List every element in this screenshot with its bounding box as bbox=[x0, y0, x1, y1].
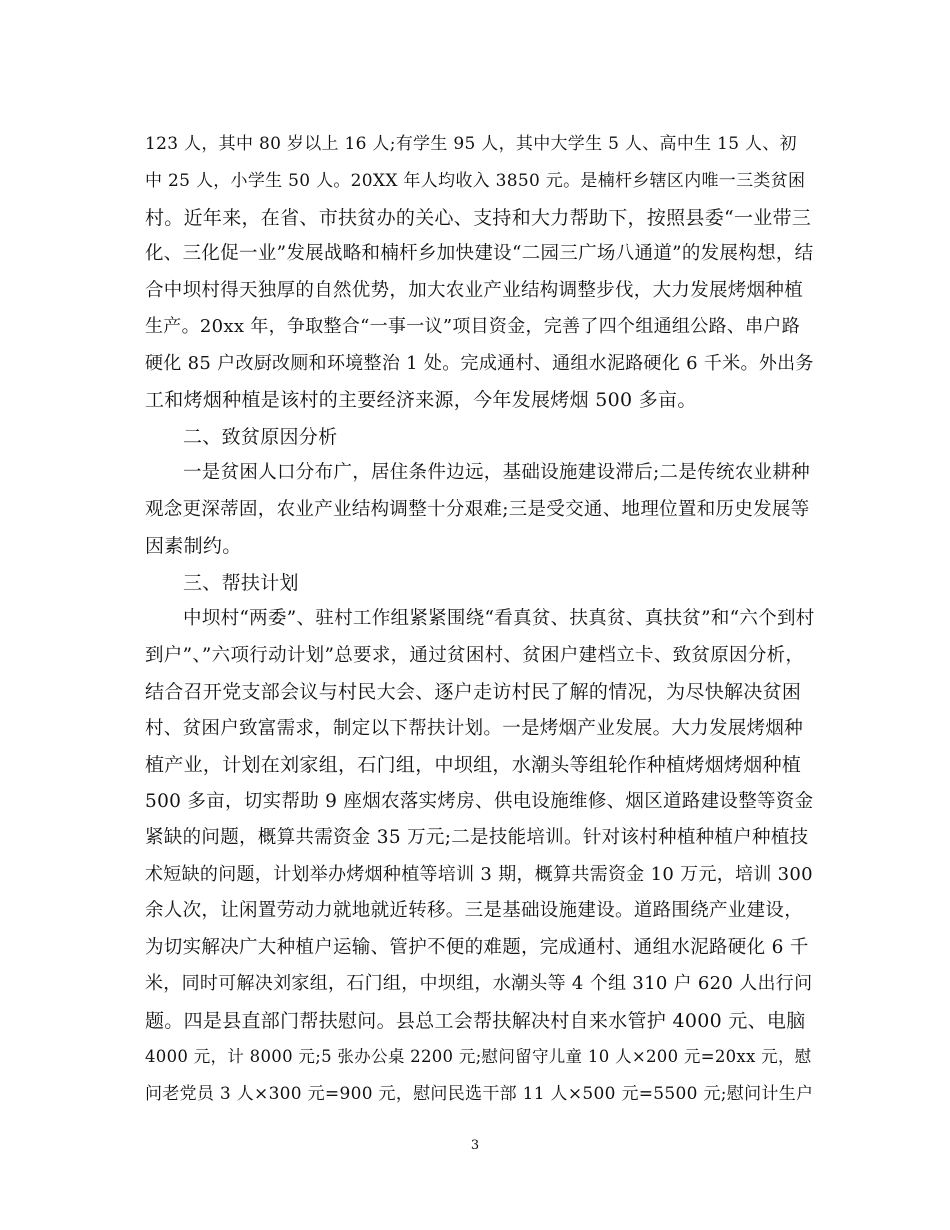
text-line: 问老党员 3 人×300 元=900 元，慰问民选干部 11 人×500 元=5500 元;慰问计生户 bbox=[145, 1084, 814, 1104]
text-line: 植产业，计划在刘家组，石门组，中坝组，水潮头等组轮作种植烤烟烤烟种植 bbox=[145, 754, 802, 776]
text-line: 500 多亩，切实帮助 9 座烟农落实烤房、供电设施维修、烟区道路建设整等资金 bbox=[145, 791, 814, 812]
text-line: 123 人，其中 80 岁以上 16 人;有学生 95 人，其中大学生 5 人、高中生 15 人、初 bbox=[145, 134, 797, 154]
text-line: 中坝村“两委”、驻村工作组紧紧围绕“看真贫、扶真贫、真扶贫”和“六个到村 bbox=[183, 608, 815, 629]
text-line: 米，同时可解决刘家组，石门组，中坝组，水潮头等 4 个组 310 户 620 人出行问 bbox=[145, 973, 813, 994]
page-number: 3 bbox=[470, 1138, 480, 1153]
section-heading: 三、帮扶计划 bbox=[183, 572, 299, 594]
text-line: 观念更深蒂固，农业产业结构调整十分艰难;三是受交通、地理位置和历史发展等 bbox=[145, 499, 810, 520]
text-line: 题。四是县直部门帮扶慰问。县总工会帮扶解决村自来水管护 4000 元、电脑 bbox=[145, 1010, 806, 1032]
text-line: 结合召开党支部会议与村民大会、逐户走访村民了解的情况，为尽快解决贫困 bbox=[145, 681, 802, 703]
text-line: 合中坝村得天独厚的自然优势，加大农业产业结构调整步伐，大力发展烤烟种植 bbox=[145, 280, 804, 301]
text-line: 村。近年来，在省、市扶贫办的关心、支持和大力帮助下，按照县委“一业带三 bbox=[145, 207, 812, 229]
text-line: 中 25 人，小学生 50 人。20XX 年人均收入 3850 元。是楠杆乡辖区内唯一三类贫困 bbox=[145, 171, 806, 191]
text-line: 生产。20xx 年，争取整合“一事一议”项目资金，完善了四个组通组公路、串户路 bbox=[145, 316, 801, 337]
text-line: 为切实解决广大种植户运输、管护不便的难题，完成通村、通组水泥路硬化 6 千 bbox=[145, 937, 809, 958]
text-line: 一是贫困人口分布广，居住条件边远，基础设施建设滞后;二是传统农业耕种 bbox=[183, 462, 810, 483]
text-line: 村、贫困户致富需求，制定以下帮扶计划。一是烤烟产业发展。大力发展烤烟种 bbox=[145, 718, 804, 739]
text-line: 紧缺的问题，概算共需资金 35 万元;二是技能培训。针对该村种植种植户种植技 bbox=[145, 827, 809, 848]
text-line: 4000 元，计 8000 元;5 张办公桌 2200 元;慰问留守儿童 10 人×200 元=20xx 元，慰 bbox=[145, 1047, 812, 1066]
text-line: 硬化 85 户改厨改厕和环境整治 1 处。完成通村、通组水泥路硬化 6 千米。外出务 bbox=[145, 353, 814, 374]
text-line: 因素制约。 bbox=[145, 535, 242, 557]
text-line: 化、三化促一业”发展战略和楠杆乡加快建设“二园三广场八通道”的发展构想，结 bbox=[145, 243, 814, 264]
section-heading: 二、致贫原因分析 bbox=[183, 426, 338, 448]
text-line: 到户”、”六项行动计划”总要求，通过贫困村、贫困户建档立卡、致贫原因分析， bbox=[145, 645, 805, 666]
text-line: 余人次，让闲置劳动力就地就近转移。三是基础设施建设。道路围绕产业建设， bbox=[145, 900, 804, 921]
text-line: 术短缺的问题，计划举办烤烟种植等培训 3 期，概算共需资金 10 万元，培训 300 bbox=[145, 864, 813, 885]
text-line: 工和烤烟种植是该村的主要经济来源，今年发展烤烟 500 多亩。 bbox=[145, 389, 697, 411]
